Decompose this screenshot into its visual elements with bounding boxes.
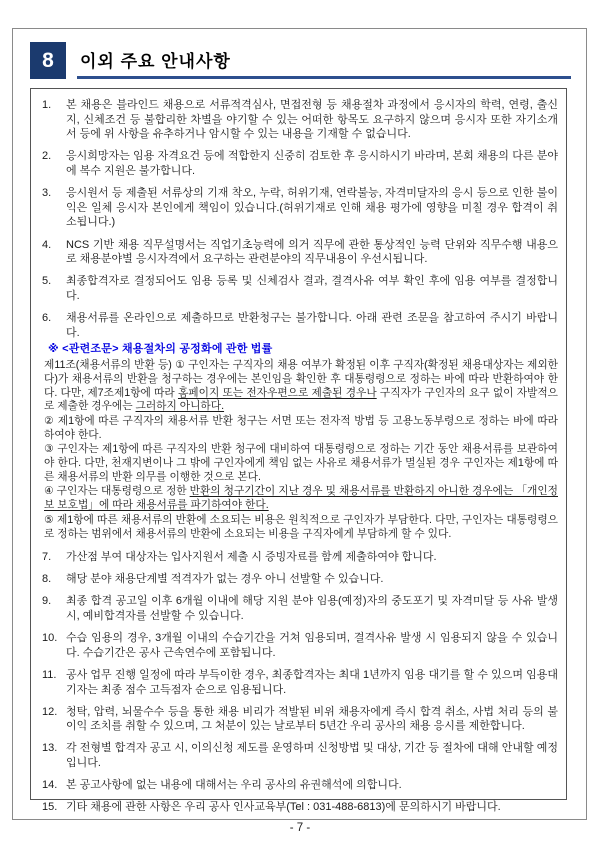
law-paragraph <box>44 415 558 442</box>
item-text: 본 공고사항에 없는 내용에 대해서는 우리 공사의 유권해석에 의합니다. <box>66 779 402 792</box>
list-item <box>42 668 558 697</box>
related-law-section <box>44 340 558 541</box>
section-header-rule <box>77 42 571 79</box>
law-paragraph <box>44 359 558 414</box>
related-law-heading: ※ <관련조문> 채용절차의 공정화에 관한 법률 <box>48 343 273 356</box>
list-item <box>42 274 558 303</box>
page-border <box>12 28 587 820</box>
law-paragraph <box>44 443 558 484</box>
list-item <box>42 311 558 340</box>
list-item <box>42 705 558 734</box>
item-number: 1. <box>42 99 52 111</box>
item-number: 14. <box>42 779 58 792</box>
list-item <box>42 149 558 178</box>
item-text: 최종 합격 공고일 이후 6개월 이내에 해당 지원 분야 임용(예정)자의 중도포기 및 자격미달 등 사유 발생 시, 예비합격자를 선발할 수 있습니다. <box>66 595 558 623</box>
notice-list-top <box>42 98 558 340</box>
item-text: 해당 분야 채용단계별 적격자가 없는 경우 아니 선발할 수 있습니다. <box>66 573 384 586</box>
notice-box <box>30 88 567 814</box>
law-text: ④ 구인자는 대통령령으로 정한 <box>44 485 190 498</box>
list-item <box>42 238 558 267</box>
item-number: 12. <box>42 705 58 718</box>
item-text: 기타 채용에 관한 사항은 우리 공사 인사교육부(Tel : 031-488-6813)에 문의하시기 바랍니다. <box>66 801 501 814</box>
law-text: 제11조(채용서류의 반환 등) ① 구인자는 구직자의 채용 여부가 확정된 이후 구직자(확정된 채용대상자는 제외한다)가 채용서류의 반환을 청구하는 경우에는 본인임을 확인한 후 대통령령으로 정하는 바에 따라 반환하여야 한다. 다만, 제7조제1항에 따라 <box>44 359 558 399</box>
list-item <box>42 186 558 230</box>
law-text-underlined: 홈페이지 또는 전자우편으로 제출된 경우나 <box>177 386 377 399</box>
law-text-underlined: 반환의 청구기간이 지난 경우 및 채용서류를 반환하지 아니한 경우에는 「개인정보 보호법」에 따라 채용서류를 파기하여야 한다. <box>44 485 558 512</box>
item-text: 공사 업무 진행 일정에 따라 부득이한 경우, 최종합격자는 최대 1년까지 임용 대기를 할 수 있으며 임용대기자는 최종 점수 고득점자 순으로 임용됩니다. <box>66 668 558 696</box>
law-text: ⑤ 제1항에 따른 채용서류의 반환에 소요되는 비용은 원칙적으로 구인자가 부담한다. 다만, 구인자는 대통령령으로 정하는 범위에서 채용서류의 반환에 소요되는 비용을 구직자에게 부담하게 할 수 있다. <box>44 513 558 540</box>
item-text: 응시원서 등 제출된 서류상의 기재 착오, 누락, 허위기재, 연락불능, 자격미달자의 응시 등으로 인한 불이익은 일체 응시자 본인에게 책임이 있습니다.(허위기재로 인해 채용 평가에 영향을 미칠 경우 합격이 취소됩니다.) <box>66 187 558 229</box>
item-number: 13. <box>42 742 58 755</box>
list-item <box>42 550 558 565</box>
law-paragraph <box>44 485 558 512</box>
list-item <box>42 800 558 815</box>
item-text: 각 전형별 합격자 공고 시, 이의신청 제도를 운영하며 신청방법 및 대상, 기간 등 절차에 대해 안내할 예정입니다. <box>66 742 558 770</box>
notice-list-bottom <box>42 550 558 815</box>
law-text: ③ 구인자는 제1항에 따른 구직자의 반환 청구에 대비하여 대통령령으로 정하는 기간 동안 채용서류를 보관하여야 한다. 다만, 천재지변이나 그 밖에 구인자에게 책임 없는 사유로 채용서류가 멸실된 경우 구인자는 제1항에 따른 채용서류의 반환 의무를 이행한 것으로 본다. <box>44 443 558 483</box>
section-header <box>30 42 571 79</box>
item-number: 15. <box>42 801 58 814</box>
item-number: 6. <box>42 312 52 324</box>
item-number: 4. <box>42 238 52 251</box>
item-text: 최종합격자로 결정되어도 임용 등록 및 신체검사 결과, 결격사유 여부 확인 후에 임용 여부를 결정합니다. <box>66 275 558 302</box>
item-text: 가산점 부여 대상자는 입사지원서 제출 시 증빙자료를 함께 제출하여야 합니다. <box>66 551 437 564</box>
item-text: 본 채용은 블라인드 채용으로 서류적격심사, 면접전형 등 채용절차 과정에서 응시자의 학력, 연령, 출신지, 신체조건 등 불합리한 차별을 야기할 수 있는 어떠한 항목도 요구하지 않으며 응시자 또한 자기소개서 등에 위 사항을 유추하거나 암시할 수 있는 내용을 기재할 수 없습니다. <box>66 99 558 141</box>
list-item <box>42 572 558 587</box>
item-number: 2. <box>42 150 52 163</box>
item-number: 8. <box>42 573 52 586</box>
item-number: 10. <box>42 632 58 645</box>
law-text: 구직자가 구인자의 요구 없이 자발적으로 제출한 경우에는 <box>44 386 558 413</box>
list-item <box>42 98 558 142</box>
item-number: 9. <box>42 595 52 608</box>
list-item <box>42 631 558 660</box>
law-paragraph <box>44 514 558 541</box>
section-number: 8 <box>42 48 54 72</box>
item-number: 5. <box>42 275 52 288</box>
law-text-underlined: 그러하지 아니하다. <box>135 400 225 413</box>
related-law-body <box>44 359 558 541</box>
list-item <box>42 778 558 793</box>
item-number: 3. <box>42 187 52 200</box>
list-item <box>42 741 558 770</box>
section-title: 이외 주요 안내사항 <box>80 51 231 71</box>
item-text: NCS 기반 채용 직무설명서는 직업기초능력에 의거 직무에 관한 통상적인 능력 단위와 직무수행 내용으로 채용분야별 응시자격에서 요구하는 관련분야의 직무내용이 우선시됩니다. <box>66 238 558 266</box>
list-item <box>42 594 558 623</box>
item-number: 11. <box>42 668 57 681</box>
item-text: 응시희망자는 임용 자격요건 등에 적합한지 신중히 검토한 후 응시하시기 바라며, 본회 채용의 다른 분야에 복수 지원은 불가합니다. <box>66 150 558 177</box>
item-text: 수습 임용의 경우, 3개월 이내의 수습기간을 거쳐 임용되며, 결격사유 발생 시 임용되지 않을 수 있습니다. 수습기간은 공사 근속연수에 포함됩니다. <box>66 632 558 659</box>
item-number: 7. <box>42 551 52 564</box>
section-number-badge <box>30 42 66 79</box>
item-text: 청탁, 압력, 뇌물수수 등을 통한 채용 비리가 적발된 비위 채용자에게 즉시 합격 취소, 사법 처리 등의 불이익 조치를 취할 수 있으며, 그 처분이 있는 날로부터 5년간 우리 공사의 채용 응시를 제한합니다. <box>66 705 558 733</box>
page-number: - 7 - <box>289 822 311 834</box>
item-text: 채용서류를 온라인으로 제출하므로 반환청구는 불가합니다. 아래 관련 조문을 참고하여 주시기 바랍니다. <box>66 312 558 339</box>
law-text: ② 제1항에 따른 구직자의 채용서류 반환 청구는 서면 또는 전자적 방법 등 고용노동부령으로 정하는 바에 따라 하여야 한다. <box>44 415 558 441</box>
